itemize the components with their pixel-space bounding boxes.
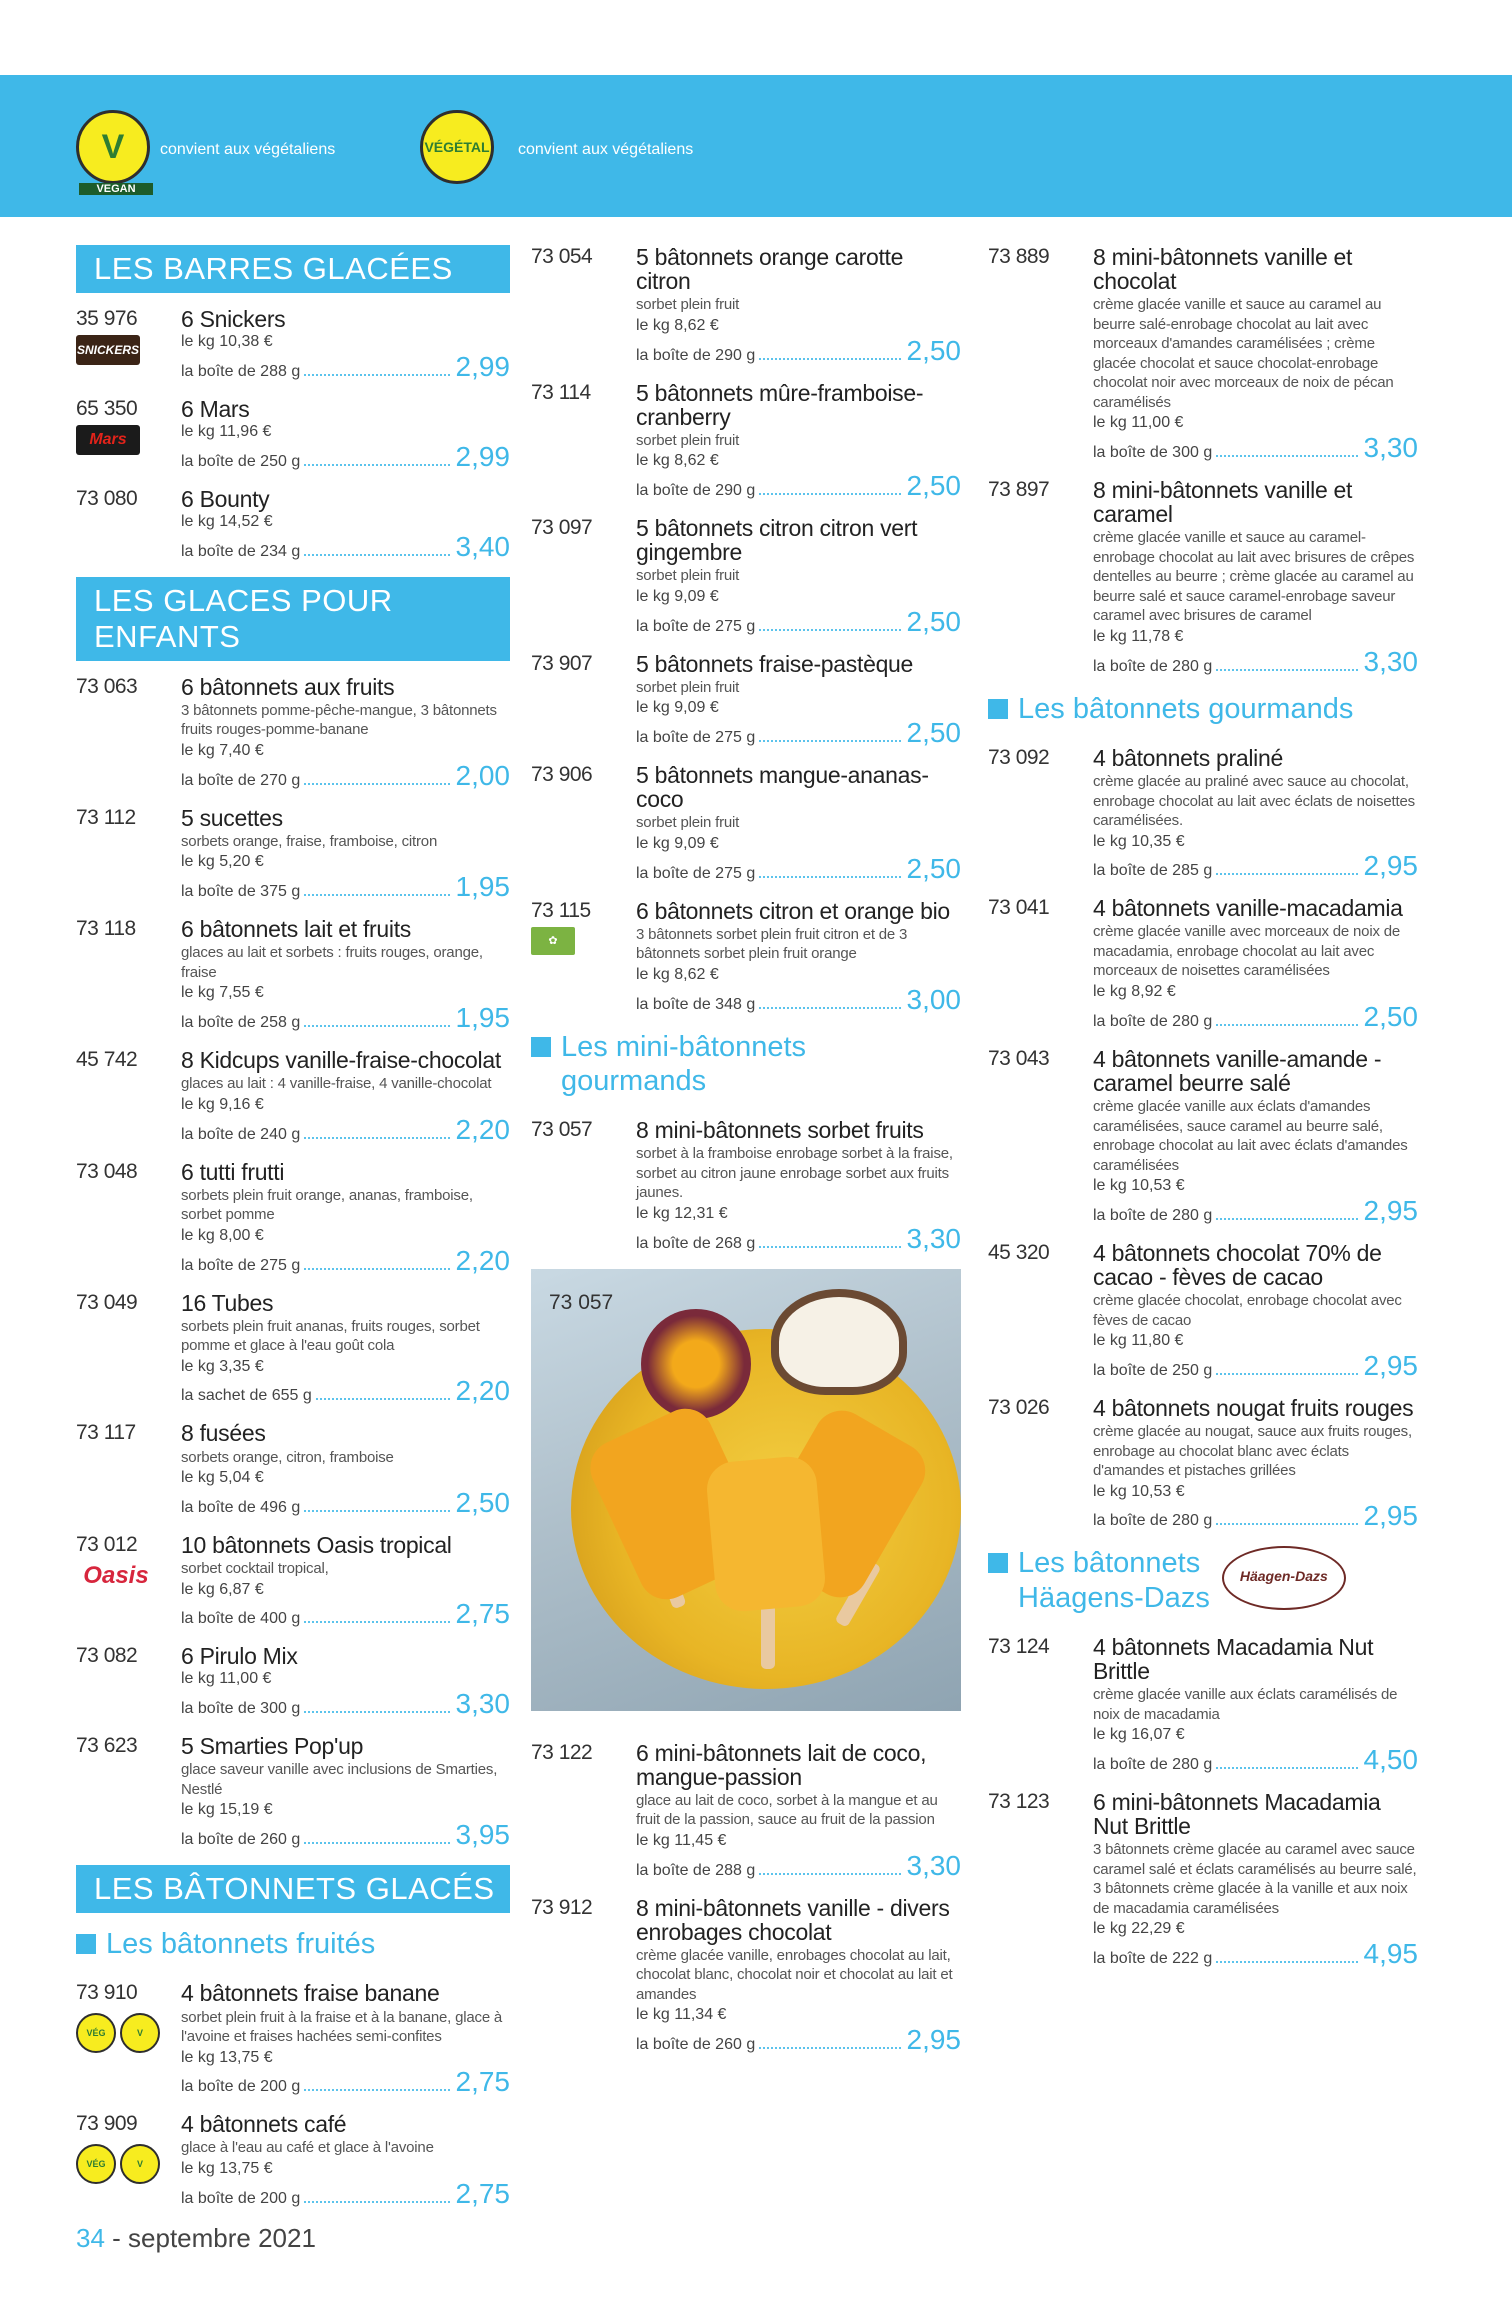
price: 3,30 [906,1849,961,1881]
price: 2,75 [455,1598,510,1630]
product-item: 73 048 6 tutti frutti sorbets plein fruit orange, ananas, framboise, sorbet pomme le kg 8,00 € la boîte de 275 g 2,20 [76,1158,510,1276]
product-item: 73 912 8 mini-bâtonnets vanille - divers enrobages chocolat crème glacée vanille, enrobages chocolat au lait, chocolat blanc, chocolat noir et chocolat au lait et amandes le kg 11,34 € la boîte de 260 g 2,95 [531,1894,961,2056]
footer-date: - septembre 2021 [104,2223,316,2253]
vegetal-badge-icon: VÉGÉTAL [420,110,494,184]
price: 2,75 [455,2066,510,2098]
price: 4,95 [1363,1937,1418,1969]
vegetal-icon: VÉG [76,2013,116,2053]
price: 2,00 [455,759,510,791]
product-item: 65 350 Mars 6 Mars le kg 11,96 € la boîte de 250 g 2,99 [76,395,510,472]
product-item: 73 123 6 mini-bâtonnets Macadamia Nut Brittle 3 bâtonnets crème glacée au caramel avec sauce caramel salé et éclats caramélisés au beurre salé, 3 bâtonnets crème glacée à la vanille et aux noix de macadamia caramélisées le kg 22,29 € la boîte de 222 g 4,95 [988,1788,1418,1969]
product-item: 73 114 5 bâtonnets mûre-framboise-cranberry sorbet plein fruit le kg 8,62 € la boîte de 290 g 2,50 [531,379,961,502]
column-3 [988,245,1418,1984]
price: 2,95 [1363,850,1418,882]
product-item: 73 897 8 mini-bâtonnets vanille et caramel crème glacée vanille et sauce au caramel-enrobage chocolat au lait avec brisures de crêpes dentelles au beurre ; crème glacée au caramel au beurre salé et sauce caramel-enrobage saveur caramel avec brisures de caramel le kg 11,78 € la boîte de 280 g 3,30 [988,477,1418,677]
price: 3,30 [1363,645,1418,677]
price: 3,30 [1363,432,1418,464]
subsection-mini-batonnets: Les mini-bâtonnets gourmands [531,1030,961,1098]
price: 3,95 [455,1819,510,1851]
product-item: 73 057 8 mini-bâtonnets sorbet fruits sorbet à la framboise enrobage sorbet à la fraise, sorbet au citron jaune enrobage sorbet aux fruits jaunes. le kg 12,31 € la boîte de 268 g 3,30 [531,1117,961,1254]
product-item: 45 320 4 bâtonnets chocolat 70% de cacao - fèves de cacao crème glacée chocolat, enrobage chocolat avec fèves de cacao le kg 11,80 € la boîte de 250 g 2,95 [988,1239,1418,1381]
product-item: 73 054 5 bâtonnets orange carotte citron sorbet plein fruit le kg 8,62 € la boîte de 290 g 2,50 [531,244,961,366]
product-item: 73 124 4 bâtonnets Macadamia Nut Brittle crème glacée vanille aux éclats caramélisés de noix de macadamia le kg 16,07 € la boîte de 280 g 4,50 [988,1633,1418,1775]
vegetal-badge-text: convient aux végétaliens [518,141,694,158]
product-item: 73 092 4 bâtonnets praliné crème glacée au praliné avec sauce au chocolat, enrobage chocolat au lait avec éclats de noisettes caramélisées. le kg 10,35 € la boîte de 285 g 2,95 [988,744,1418,882]
price: 2,20 [455,1113,510,1145]
product-item: 73 115 ✿ 6 bâtonnets citron et orange bio 3 bâtonnets sorbet plein fruit citron et de 3 bâtonnets sorbet plein fruit orange le kg 8,62 € la boîte de 348 g 3,00 [531,897,961,1015]
section-barres-glacees: LES BARRES GLACÉES [76,245,510,293]
price: 1,95 [455,871,510,903]
price: 2,99 [455,350,510,382]
subsection-batonnets-fruites: Les bâtonnets fruités [76,1927,510,1961]
price: 2,20 [455,1244,510,1276]
product-item: 73 043 4 bâtonnets vanille-amande - caramel beurre salé crème glacée vanille aux éclats d'amandes caramélisées, sauce caramel au beurre salé, enrobage chocolat au lait avec éclats d'amandes caramélisées le kg 10,53 € la boîte de 280 g 2,95 [988,1045,1418,1226]
price: 2,99 [455,440,510,472]
product-photo: 73 057 [531,1269,961,1711]
vegan-icon: V [120,2144,160,2184]
price: 2,50 [1363,1000,1418,1032]
product-item: 73 082 6 Pirulo Mix le kg 11,00 € la boîte de 300 g 3,30 [76,1643,510,1720]
product-item: 73 623 5 Smarties Pop'up glace saveur vanille avec inclusions de Smarties, Nestlé le kg 15,19 € la boîte de 260 g 3,95 [76,1733,510,1851]
price: 2,50 [906,470,961,502]
vegan-banner [0,75,1512,217]
product-item: 73 118 6 bâtonnets lait et fruits glaces au lait et sorbets : fruits rouges, orange, fraise le kg 7,55 € la boîte de 258 g 1,95 [76,916,510,1034]
product-item: 35 976 SNICKERS 6 Snickers le kg 10,38 € la boîte de 288 g 2,99 [76,306,510,382]
mars-logo-icon: Mars [76,425,140,455]
price: 2,95 [906,2024,961,2056]
product-item: 73 910 VÉG V 4 bâtonnets fraise banane sorbet plein fruit à la fraise et à la banane, glace à l'avoine et fraises hachées semi-confites le kg 13,75 € la boîte de 200 g 2,75 [76,1980,510,2098]
organic-leaf-icon: ✿ [531,927,575,955]
product-item: 73 026 4 bâtonnets nougat fruits rouges crème glacée au nougat, sauce aux fruits rouges, enrobage au chocolat blanc avec éclats d'amandes et pistaches grillées le kg 10,53 € la boîte de 280 g 2,95 [988,1394,1418,1532]
page-footer [76,2223,316,2254]
product-item: 73 889 8 mini-bâtonnets vanille et chocolat crème glacée vanille et sauce au caramel au beurre salé-enrobage chocolat au lait avec morceaux d'amandes caramélisées ; crème glacée chocolat et sauce chocolat-enrobage chocolat noir avec morceaux de noix de pécan caramélisés le kg 11,00 € la boîte de 300 g 3,30 [988,244,1418,464]
product-item: 73 049 16 Tubes sorbets plein fruit ananas, fruits rouges, sorbet pomme et glace à l'eau goût cola le kg 3,35 € la sachet de 655 g 2,20 [76,1289,510,1407]
oasis-logo-icon: Oasis [76,1561,156,1591]
price: 2,50 [906,605,961,637]
subsection-haagen-dazs: Les bâtonnets Häagens-Dazs Häagen-Dazs [988,1546,1418,1614]
vegan-icon: V [120,2013,160,2053]
product-item: 73 112 5 sucettes sorbets orange, fraise, framboise, citron le kg 5,20 € la boîte de 375 g 1,95 [76,804,510,903]
section-batonnets-glaces: LES BÂTONNETS GLACÉS [76,1865,510,1913]
vegan-badge-icon: V VEGAN [76,110,150,184]
product-item: 73 041 4 bâtonnets vanille-macadamia crème glacée vanille avec morceaux de noix de macadamia, enrobage chocolat au lait avec morceaux de noisettes caramélisées le kg 8,92 € la boîte de 280 g 2,50 [988,895,1418,1032]
page-number: 34 [76,2223,105,2253]
section-glaces-enfants: LES GLACES POUR ENFANTS [76,577,510,661]
product-item: 45 742 8 Kidcups vanille-fraise-chocolat glaces au lait : 4 vanille-fraise, 4 vanille-chocolat le kg 9,16 € la boîte de 240 g 2,20 [76,1047,510,1145]
price: 2,50 [906,334,961,366]
product-item: 73 122 6 mini-bâtonnets lait de coco, mangue-passion glace au lait de coco, sorbet à la mangue et au fruit de la passion, sauce au fruit de la passion le kg 11,45 € la boîte de 288 g 3,30 [531,1739,961,1881]
price: 3,00 [906,983,961,1015]
product-item: 73 063 6 bâtonnets aux fruits 3 bâtonnets pomme-pêche-mangue, 3 bâtonnets fruits rouges-pomme-banane le kg 7,40 € la boîte de 270 g 2,00 [76,673,510,791]
price: 2,95 [1363,1194,1418,1226]
price: 2,50 [906,717,961,749]
price: 2,95 [1363,1349,1418,1381]
price: 2,95 [1363,1500,1418,1532]
price: 3,30 [906,1222,961,1254]
column-1 [76,245,510,2224]
product-item: 73 907 5 bâtonnets fraise-pastèque sorbet plein fruit le kg 9,09 € la boîte de 275 g 2,50 [531,650,961,749]
product-item: 73 117 8 fusées sorbets orange, citron, framboise le kg 5,04 € la boîte de 496 g 2,50 [76,1420,510,1518]
product-item: 73 097 5 bâtonnets citron citron vert gingembre sorbet plein fruit le kg 9,09 € la boîte de 275 g 2,50 [531,515,961,637]
price: 2,50 [906,852,961,884]
vegetal-icon: VÉG [76,2144,116,2184]
price: 3,40 [455,530,510,562]
price: 4,50 [1363,1743,1418,1775]
product-item: 73 909 VÉG V 4 bâtonnets café glace à l'eau au café et glace à l'avoine le kg 13,75 € la boîte de 200 g 2,75 [76,2111,510,2209]
price: 2,50 [455,1486,510,1518]
price: 1,95 [455,1002,510,1034]
subsection-batonnets-gourmands: Les bâtonnets gourmands [988,692,1418,726]
product-item: 73 906 5 bâtonnets mangue-ananas-coco sorbet plein fruit le kg 9,09 € la boîte de 275 g 2,50 [531,762,961,884]
product-item: 73 080 6 Bounty le kg 14,52 € la boîte de 234 g 3,40 [76,485,510,562]
column-2 [531,245,961,2070]
price: 3,30 [455,1688,510,1720]
vegan-badge-text: convient aux végétaliens [160,141,336,158]
snickers-logo-icon: SNICKERS [76,335,140,365]
product-item: 73 012 Oasis 10 bâtonnets Oasis tropical sorbet cocktail tropical, le kg 6,87 € la boîte de 400 g 2,75 [76,1531,510,1630]
price: 2,20 [455,1375,510,1407]
haagen-dazs-logo-icon: Häagen-Dazs [1222,1546,1346,1610]
price: 2,75 [455,2177,510,2209]
